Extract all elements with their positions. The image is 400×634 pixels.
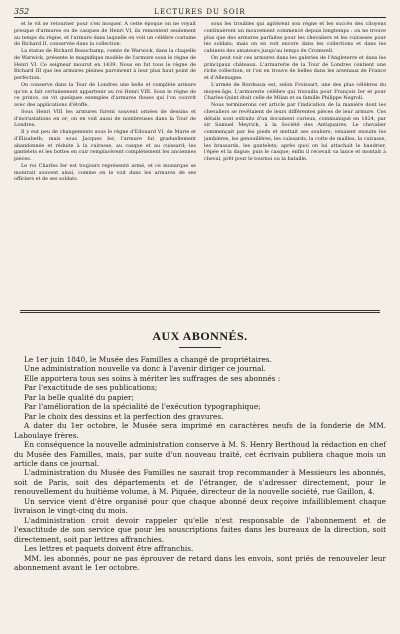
right-paragraph: Nous terminerons cet article par l'indication de la manière dont les chevaliers se revêtaient de leurs différentes pièces de leur armure. Ces détails sont extraits d'un document curieux, communiqué en 1824, par sir Samuel Meyrick, à la Société des Antiquaires. Le chevalier commençait par les pieds et mettait ses souliers; venaient ensuite les jambières, les genouillères, les cuissards, la cotte de mailles, la cuirasse, les brassards, les gantelets; après quoi on lui attachait le baudrier, l'épée et la dague; puis le casque; enfin il recevait sa lance et montait à cheval, prêt pour le tournoi ou la bataille.: [204, 102, 386, 162]
notice-paragraph: Par la belle qualité du papier;: [24, 392, 134, 402]
left-paragraph: Il y eut peu de changements sous le règne d'Edouard VI, de Marie et d'Élisabeth; mais sous Jacques Ier, l'armure fut graduellement abandonnée et réduite à la cuirasse, au casque et au cuissard; les gantelets et les bottes en cuir remplacèrent complètement les anciennes pièces.: [14, 129, 196, 162]
right-paragraph: On peut voir ces armures dans les galeries de l'Angleterre et dans les principaux châteaux. L'armurerie de la Tour de Londres contient une riche collection, et l'on en trouve de belles dans les arsenaux de France et d'Allemagne.: [204, 54, 386, 81]
notice-paragraph: Le 1er juin 1840, le Musée des Familles a changé de propriétaires.: [24, 355, 272, 364]
running-header: [14, 4, 386, 18]
running-title: LECTURES DU SOIR: [154, 8, 246, 16]
notice-paragraph: A dater du 1er octobre, le Musée sera imprimé en caractères neufs de la fonderie de MM. Laboulaye frères.: [14, 421, 386, 440]
notice-paragraph: MM. les abonnés, pour ne pas éprouver de retard dans les envois, sont priés de renouveler leur abonnement avant le 1er octobre.: [14, 553, 386, 572]
left-column: [14, 21, 196, 304]
right-paragraph: sous les troubles qui agitèrent son règne et les succès des citoyens continuèrent un mouvement commencé depuis longtemps : on ne trouve plus que des armures parfaites pour les chevaliers et les cuirasses pour les soldats; mais on en voit encore dans les collections et dans les cabinets des amateurs jusqu'au temps de Cromwell.: [204, 21, 386, 54]
right-paragraph: L'armée de Bordeaux est, selon Froissart, une des plus célèbres du moyen-âge. L'armurerie célèbre qui travailla pour François Ier et pour Charles-Quint était celle de Milan et sa famille Philippe Negroli.: [204, 81, 386, 102]
notice-paragraph: Par l'exactitude de ses publications;: [24, 383, 158, 393]
left-paragraph: Le roi Charles Ier est toujours représenté armé, et ce monarque se montrait souvent ainsi, comme on le voit dans les armures de ses officiers et de ses soldats.: [14, 162, 196, 183]
notice-paragraph: Les lettres et paquets doivent être affranchis.: [24, 544, 194, 554]
section-divider: [20, 310, 380, 313]
notice-paragraph: En conséquence la nouvelle administration conserve à M. S. Henry Berthoud la rédaction en chef du Musée des Familles, mais, par suite d'un nouveau traité, cet écrivain publiera chaque mois un article dans ce journal.: [14, 440, 386, 468]
page-number: 352: [14, 7, 30, 16]
notice-title: AUX ABONNÉS.: [152, 329, 248, 343]
notice-paragraph: Elle apportera tous ses soins à mériter les suffrages de ses abonnés :: [24, 373, 281, 383]
notice-paragraph: Un service vient d'être organisé pour que chaque abonné deux reçoive infailliblement chaque livraison le vingt-cinq du mois.: [14, 496, 386, 516]
article-columns: [14, 21, 386, 304]
left-paragraph: On conserve dans la Tour de Londres une belle et complète armure qu'on a fait certainement appartenir au roi Henri VIII. Sous le règne de ce prince, on vit quelques exemples d'armures floues qui l'on couvrit avec des applications d'étoffe.: [14, 81, 196, 108]
notice-paragraph: Par le choix des dessins et la perfection des gravures.: [24, 411, 224, 421]
notice-paragraph: Par l'amélioration de la spécialité de l'exécution typographique;: [24, 402, 261, 412]
title-rule: [179, 347, 221, 348]
left-paragraph: et le vit se retourner pour s'en moquer. A cette époque on ne voyait presque d'armures ou de casques de Henri VI, ils remontent seulement au temps du règne, et l'armure dans laquelle on voit un célèbre costume de Richard II, conservée dans la collection.: [14, 21, 196, 48]
notice-paragraph: Une administration nouvelle va donc à l'avenir diriger ce journal.: [24, 364, 267, 374]
notice-body: [14, 355, 386, 572]
right-column: [204, 21, 386, 304]
notice-paragraph: L'administration croit devoir rappeler qu'elle n'est responsable de l'abonnement et de l'exactitude de son service que pour les souscriptions faites dans les bureaux de la direction, soit directement, soit par lettres affranchies.: [14, 515, 386, 544]
left-paragraph: Sous Henri VIII les armures furent souvent ornées de dessins et d'incrustations en or; on en voit aussi de nombreuses dans la Tour de Londres.: [14, 108, 196, 129]
left-paragraph: La statue de Richard Beauchamp, comte de Warwick, dans la chapelle de Warwick, présente le magnifique modèle de l'armure sous le règne de Henri VI. Ce seigneur mourut en 1439. Nous en fut tous le règne de Richard III que les armures pleines parvinrent à leur plus haut point de perfection.: [14, 48, 196, 81]
notice-paragraph: L'administration du Musée des Familles ne saurait trop recommander à Messieurs les abonnés, soit de Paris, soit des départements et de l'étranger, de s'adresser directement, pour le renouvellement du huitième volume, à M. Piquée, directeur de la nouvelle société, rue Gaillon, 4.: [14, 468, 386, 497]
